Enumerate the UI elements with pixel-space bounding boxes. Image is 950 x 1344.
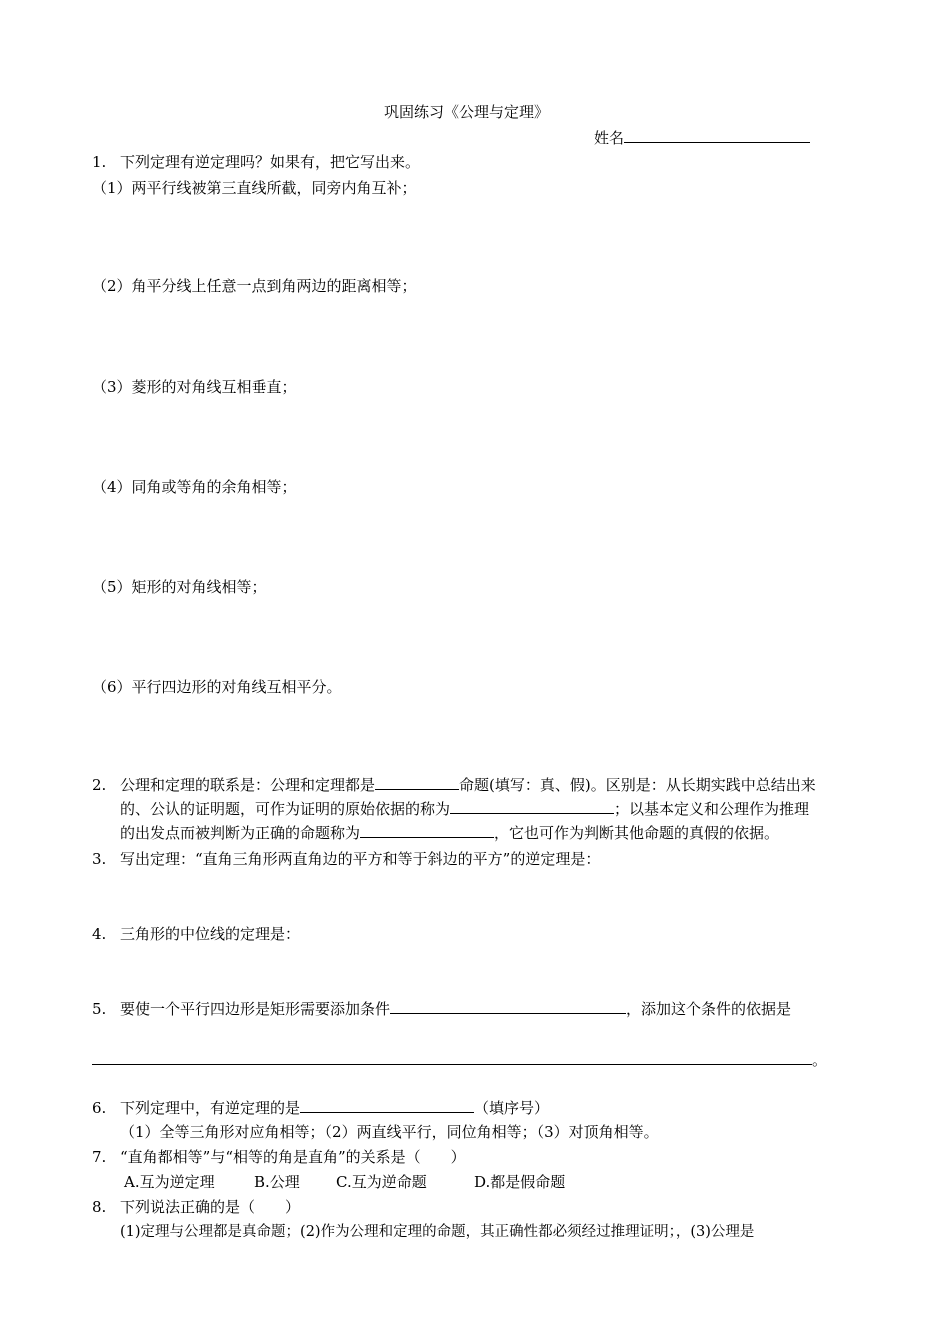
- q5-period: 。: [812, 1051, 828, 1069]
- q2-blank-1[interactable]: [375, 775, 459, 790]
- q2-text-b: 命题(填写：真、假)。区别是：从长期实践中总结出来: [459, 776, 816, 794]
- page-title: 巩固练习《公理与定理》: [384, 103, 550, 121]
- q4-number: 4.: [92, 925, 107, 943]
- q2-number: 2.: [92, 776, 107, 794]
- q6-blank[interactable]: [300, 1098, 474, 1113]
- q5-text-a: 要使一个平行四边形是矩形需要添加条件: [120, 1000, 391, 1018]
- q2-line-1: [120, 775, 816, 795]
- q1-item-5: （5）矩形的对角线相等；: [92, 578, 267, 596]
- q7-option-b[interactable]: B.公理: [254, 1173, 300, 1191]
- q6-text-b: （填序号）: [474, 1099, 550, 1117]
- q7-number: 7.: [92, 1148, 107, 1166]
- q2-text-f: ，它也可作为判断其他命题的真假的依据。: [494, 824, 780, 842]
- q3-text: 写出定理：“直角三角形两直角边的平方和等于斜边的平方”的逆定理是：: [120, 850, 601, 868]
- q4-text: 三角形的中位线的定理是：: [120, 925, 301, 943]
- q6-line-1: [120, 1098, 549, 1118]
- q5-line-1: [120, 999, 791, 1019]
- q2-line-2: [120, 799, 809, 819]
- q2-blank-3[interactable]: [360, 823, 494, 838]
- q2-text-a: 公理和定理的联系是：公理和定理都是: [120, 776, 376, 794]
- name-field: [594, 128, 810, 148]
- q7-option-c[interactable]: C.互为逆命题: [336, 1173, 427, 1191]
- q1-number: 1.: [92, 153, 107, 171]
- q1-item-6: （6）平行四边形的对角线互相平分。: [92, 678, 342, 696]
- q2-text-d: ；以基本定义和公理作为推理: [614, 800, 810, 818]
- name-blank[interactable]: [624, 128, 810, 143]
- q3-number: 3.: [92, 850, 107, 868]
- q2-text-e: 的出发点而被判断为正确的命题称为: [120, 824, 361, 842]
- q7-option-a[interactable]: A.互为逆定理: [124, 1173, 215, 1191]
- name-label: 姓名: [594, 129, 625, 147]
- q8-text: 下列说法正确的是（ ）: [120, 1198, 301, 1216]
- q6-items: （1）全等三角形对应角相等；（2）两直线平行，同位角相等；（3）对顶角相等。: [120, 1123, 659, 1141]
- q2-line-3: [120, 823, 779, 843]
- q7-text: “直角都相等”与“相等的角是直角”的关系是（ ）: [120, 1148, 466, 1166]
- q6-text-a: 下列定理中，有逆定理的是: [120, 1099, 301, 1117]
- q1-text: 下列定理有逆定理吗？如果有，把它写出来。: [120, 153, 421, 171]
- q1-item-2: （2）角平分线上任意一点到角两边的距离相等；: [92, 277, 417, 295]
- q6-number: 6.: [92, 1099, 107, 1117]
- q8-items: (1)定理与公理都是真命题；(2)作为公理和定理的命题，其正确性都必须经过推理证明；，(3)公理是: [120, 1224, 755, 1240]
- q7-option-d[interactable]: D.都是假命题: [474, 1173, 566, 1191]
- q1-item-3: （3）菱形的对角线互相垂直；: [92, 378, 297, 396]
- q1-item-4: （4）同角或等角的余角相等；: [92, 478, 297, 496]
- q8-number: 8.: [92, 1198, 107, 1216]
- q5-text-b: ，添加这个条件的依据是: [626, 1000, 792, 1018]
- q2-text-c: 的、公认的证明题，可作为证明的原始依据的称为: [120, 800, 451, 818]
- q2-blank-2[interactable]: [450, 799, 614, 814]
- q1-item-1: （1）两平行线被第三直线所截，同旁内角互补；: [92, 179, 417, 197]
- q5-line-2: [92, 1050, 827, 1070]
- q5-blank-1[interactable]: [390, 999, 626, 1014]
- q5-blank-2[interactable]: [92, 1050, 812, 1065]
- q5-number: 5.: [92, 1000, 107, 1018]
